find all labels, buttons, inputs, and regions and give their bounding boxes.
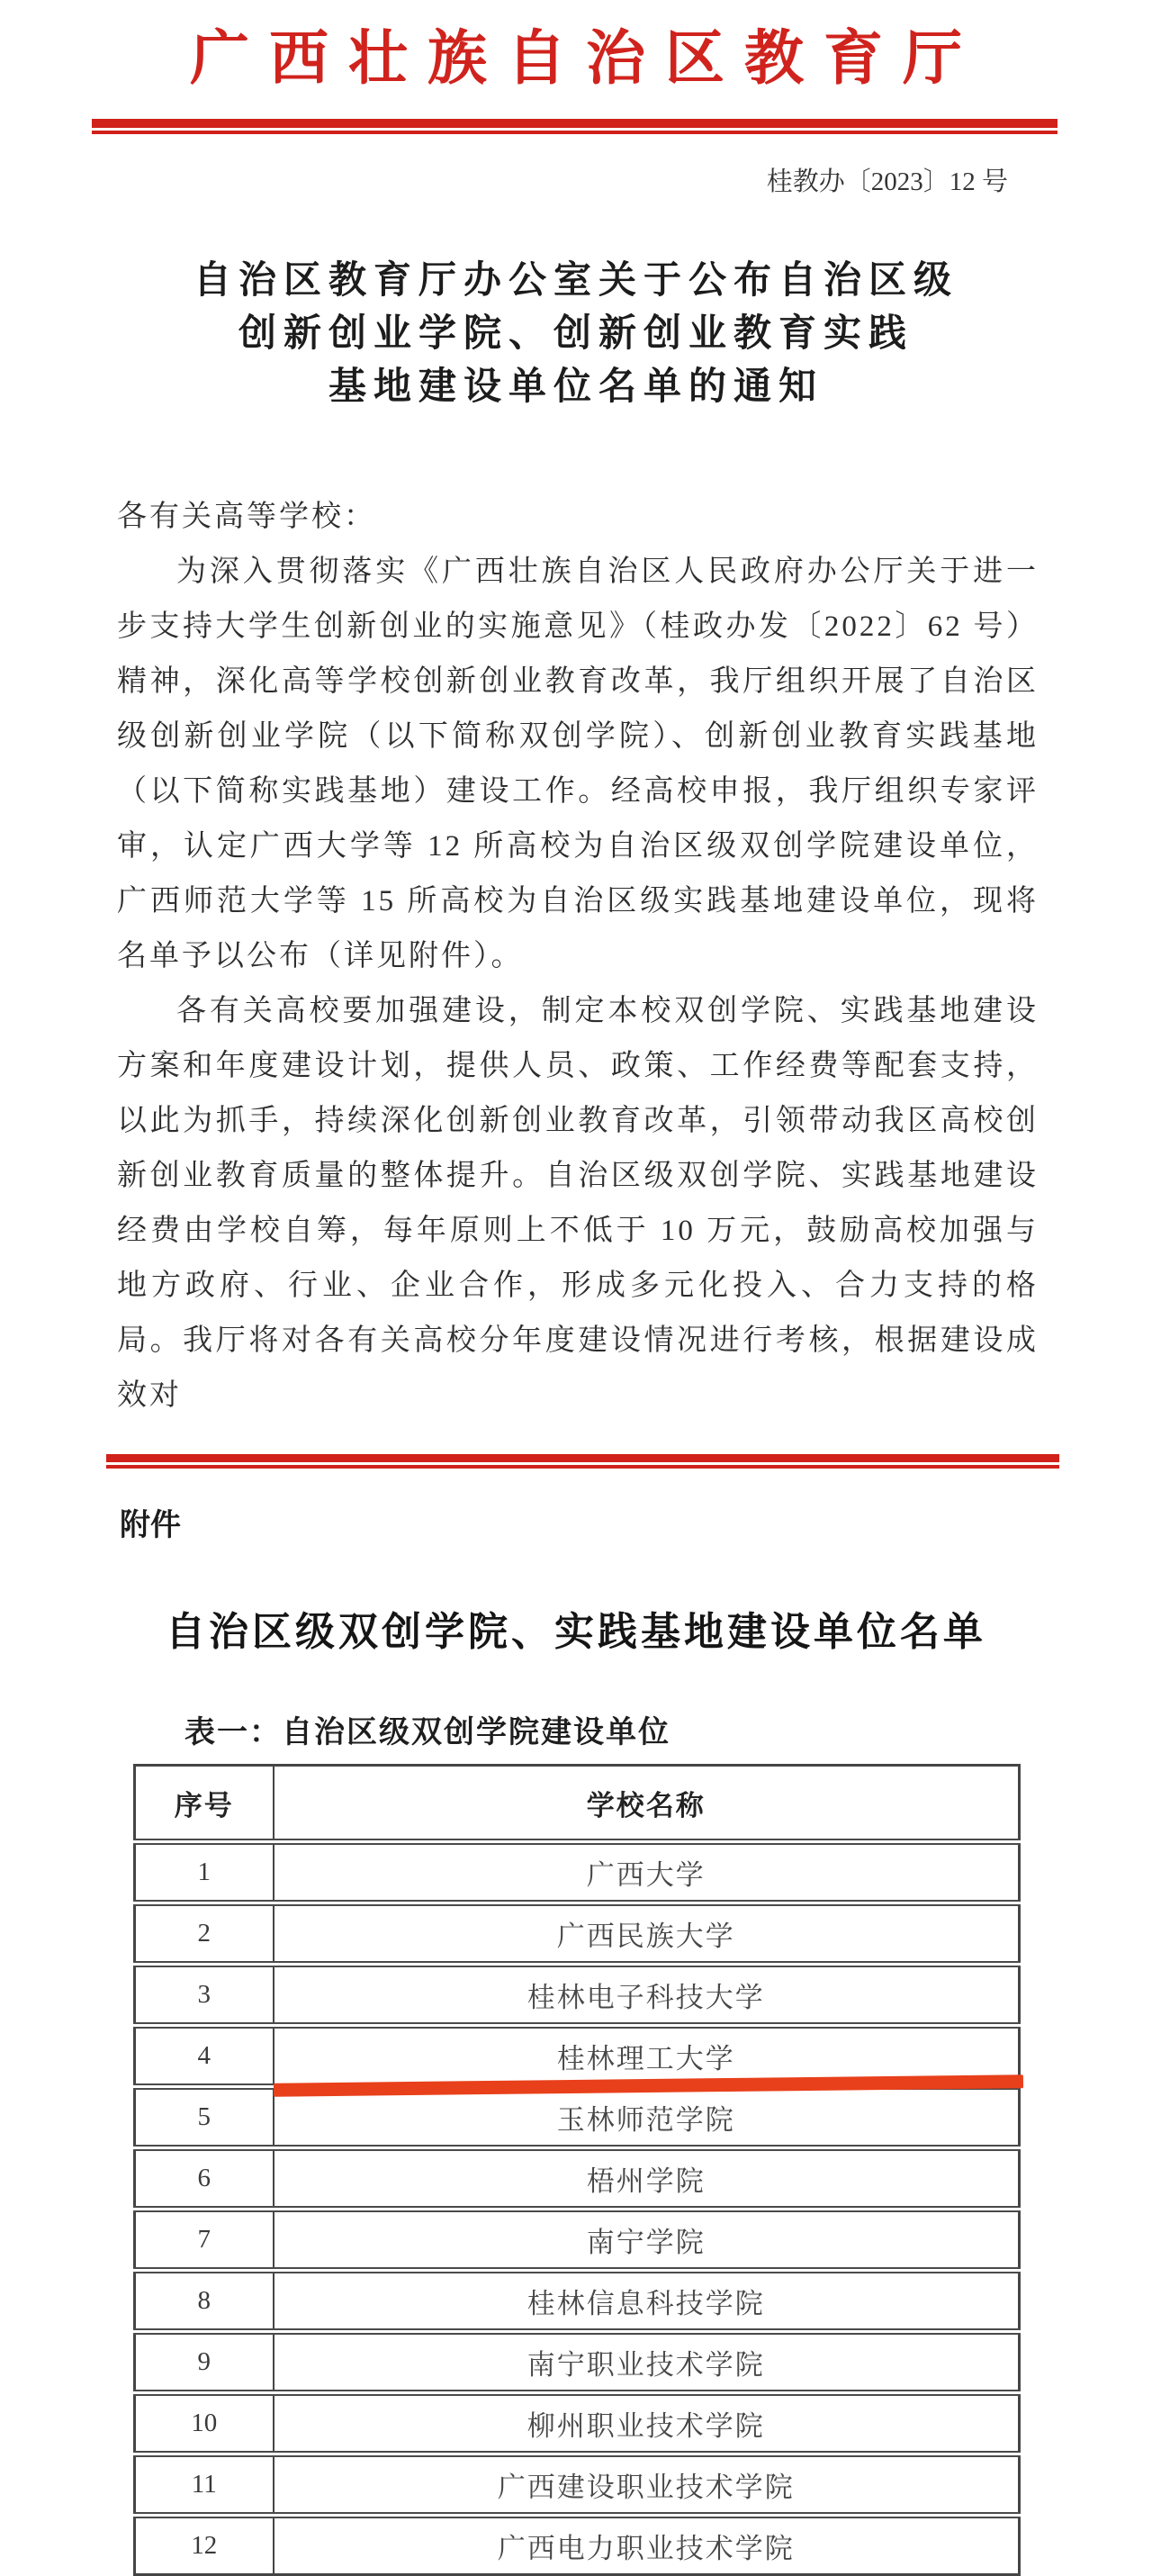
row-number-cell: 1 bbox=[135, 1842, 274, 1903]
school-name-cell: 广西民族大学 bbox=[274, 1903, 1020, 1965]
body-paragraph-2: 各有关高校要加强建设，制定本校双创学院、实践基地建设方案和年度建设计划，提供人员、政策、工作经费等配套支持，以此为抓手，持续深化创新创业教育改革，引领带动我区高校创新创业教育质量的整体提升。自治区级双创学院、实践基地建设经费由学校自筹，每年原则上不低于 10 万元，鼓励高校加强与地方政府、行业、企业合作，形成多元化投入、合力支持的格局。我厅将对各有关高校分年度建设情况进行考核，根据建设成效对 bbox=[117, 995, 1039, 1412]
row-number-cell: 7 bbox=[135, 2210, 274, 2271]
row-number-cell: 10 bbox=[135, 2393, 274, 2454]
row-number-cell: 5 bbox=[135, 2087, 274, 2148]
notice-title-line-1: 自治区教育厅办公室关于公布自治区级 bbox=[193, 260, 958, 302]
table-row bbox=[135, 2271, 1020, 2332]
row-number-cell: 12 bbox=[135, 2516, 274, 2575]
table-row bbox=[135, 1903, 1020, 1965]
official-notice-document bbox=[0, 23, 1152, 2564]
school-name-cell: 桂林电子科技大学 bbox=[274, 1965, 1020, 2026]
table-row bbox=[135, 2210, 1020, 2271]
school-name-cell: 玉林师范学院 bbox=[274, 2087, 1020, 2148]
school-name-cell: 南宁学院 bbox=[274, 2210, 1020, 2271]
school-name-cell: 南宁职业技术学院 bbox=[274, 2332, 1020, 2393]
school-roster-table bbox=[133, 1764, 1021, 2576]
row-number-cell: 6 bbox=[135, 2148, 274, 2210]
table-row bbox=[135, 1842, 1020, 1903]
salutation-line: 各有关高等学校： bbox=[117, 501, 376, 533]
attachment-label: 附件 bbox=[120, 1509, 181, 1542]
school-name-cell: 梧州学院 bbox=[274, 2148, 1020, 2210]
notice-title bbox=[0, 255, 1152, 414]
school-name-cell: 广西电力职业技术学院 bbox=[274, 2516, 1020, 2575]
notice-body bbox=[117, 490, 1039, 1424]
school-name-text: 桂林理工大学 bbox=[556, 2043, 735, 2074]
table-row bbox=[135, 2087, 1020, 2148]
table-row bbox=[135, 2454, 1020, 2516]
table-row bbox=[135, 2148, 1020, 2210]
body-paragraph-1: 为深入贯彻落实《广西壮族自治区人民政府办公厅关于进一步支持大学生创新创业的实施意见》（桂政办发〔2022〕62 号）精神，深化高等学校创新创业教育改革，我厅组织开展了自治区级创新创业学院（以下简称双创学院）、创新创业教育实践基地（以下简称实践基地）建设工作。经高校申报，我厅组织专家评审，认定广西大学等 12 所高校为自治区级双创学院建设单位，广西师范大学等 15 所高校为自治区级实践基地建设单位，现将名单予以公布（详见附件）。 bbox=[117, 556, 1039, 972]
school-name-cell: 桂林信息科技学院 bbox=[274, 2271, 1020, 2332]
school-name-cell: 广西大学 bbox=[274, 1842, 1020, 1903]
notice-title-line-3: 基地建设单位名单的通知 bbox=[328, 366, 824, 408]
attachment-title: 自治区级双创学院、实践基地建设单位名单 bbox=[166, 1610, 986, 1654]
row-number-cell: 4 bbox=[135, 2026, 274, 2087]
letterhead-divider-rule bbox=[92, 119, 1058, 134]
notice-title-line-2: 创新创业学院、创新创业教育实践 bbox=[238, 313, 914, 355]
row-number-cell: 11 bbox=[135, 2454, 274, 2516]
table-row bbox=[135, 2516, 1020, 2575]
table-caption: 表一：自治区级双创学院建设单位 bbox=[184, 1716, 670, 1749]
column-header-school-name: 学校名称 bbox=[274, 1766, 1020, 1842]
page-break-divider-rule bbox=[106, 1454, 1059, 1469]
table-row bbox=[135, 1965, 1020, 2026]
table-row-highlighted bbox=[135, 2026, 1020, 2087]
row-number-cell: 3 bbox=[135, 1965, 274, 2026]
school-name-cell: 广西建设职业技术学院 bbox=[274, 2454, 1020, 2516]
table-header-row bbox=[135, 1766, 1020, 1842]
document-number: 桂教办〔2023〕12 号 bbox=[766, 167, 1008, 196]
row-number-cell: 8 bbox=[135, 2271, 274, 2332]
row-number-cell: 2 bbox=[135, 1903, 274, 1965]
school-name-cell bbox=[274, 2026, 1020, 2087]
org-letterhead-title: 广西壮族自治区教育厅 bbox=[190, 26, 982, 92]
column-header-number: 序号 bbox=[135, 1766, 274, 1842]
table-row bbox=[135, 2332, 1020, 2393]
school-name-cell: 柳州职业技术学院 bbox=[274, 2393, 1020, 2454]
table-row bbox=[135, 2393, 1020, 2454]
row-number-cell: 9 bbox=[135, 2332, 274, 2393]
